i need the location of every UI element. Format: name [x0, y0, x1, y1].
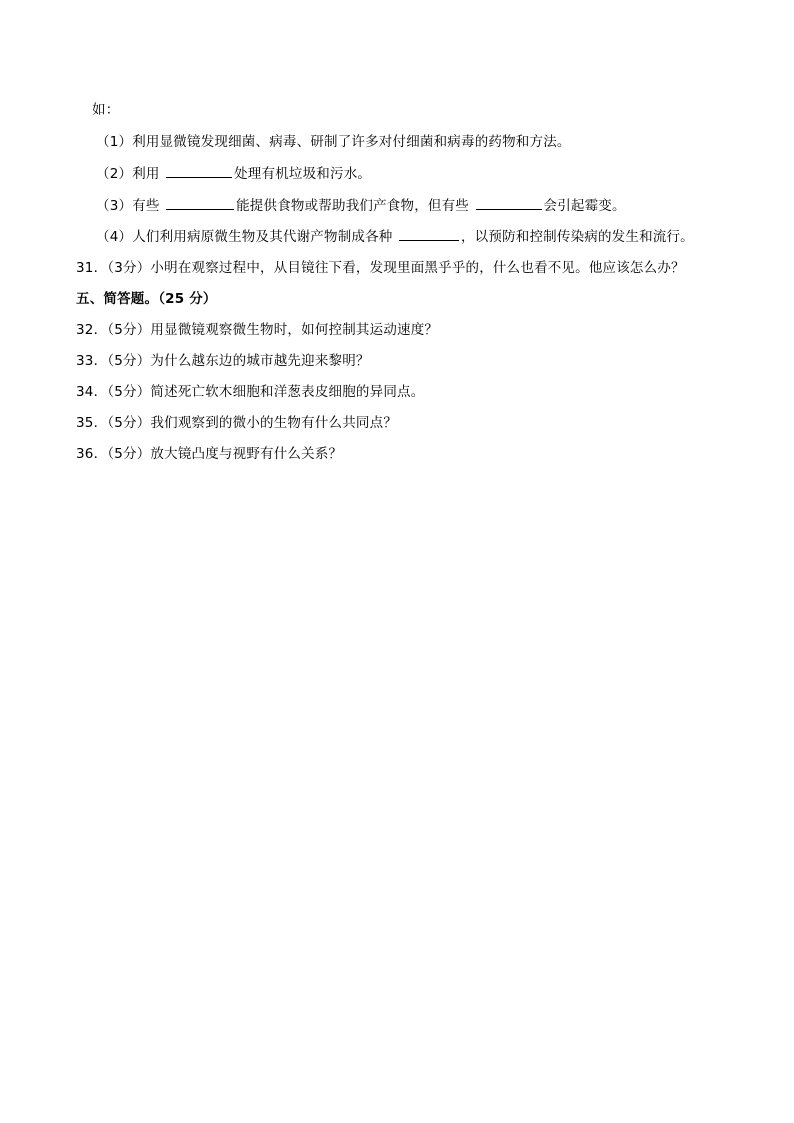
item-2-blank — [166, 164, 232, 178]
item-3-suffix: 会引起霉变。 — [543, 198, 626, 214]
item-2-prefix: （2）利用 — [96, 166, 165, 182]
question-34: 34．（5分）简述死亡软木细胞和洋葱表皮细胞的异同点。 — [76, 384, 425, 400]
item-2-suffix: 处理有机垃圾和污水。 — [234, 166, 372, 182]
question-33: 33．（5分）为什么越东边的城市越先迎来黎明？ — [76, 353, 370, 369]
item-2 — [96, 164, 371, 183]
item-3-prefix: （3）有些 — [96, 198, 165, 214]
question-32: 32．（5分）用显微镜观察微生物时，如何控制其运动速度？ — [76, 322, 439, 338]
item-4-blank — [399, 227, 459, 241]
item-3-middle: 能提供食物或帮助我们产食物，但有些 — [236, 198, 474, 214]
item-3-blank-2 — [476, 196, 542, 210]
item-1 — [96, 133, 571, 151]
intro-text: 如： — [92, 102, 120, 118]
item-3 — [96, 196, 626, 215]
item-3-blank-1 — [166, 196, 234, 210]
question-36: 36．（5分）放大镜凸度与视野有什么关系？ — [76, 446, 343, 462]
item-1-text: （1）利用显微镜发现细菌、病毒、研制了许多对付细菌和病毒的药物和方法。 — [96, 134, 571, 150]
item-4 — [96, 227, 694, 246]
item-4-prefix: （4）人们利用病原微生物及其代谢产物制成各种 — [96, 229, 397, 245]
question-35: 35．（5分）我们观察到的微小的生物有什么共同点？ — [76, 415, 398, 431]
question-31: 31．（3分）小明在观察过程中，从目镜往下看，发现里面黑乎乎的，什么也看不见。他应该怎么办？ — [76, 260, 685, 276]
section-5-heading: 五、简答题。（25 分） — [76, 291, 217, 307]
item-4-suffix: ，以预防和控制传染病的发生和流行。 — [460, 229, 694, 245]
